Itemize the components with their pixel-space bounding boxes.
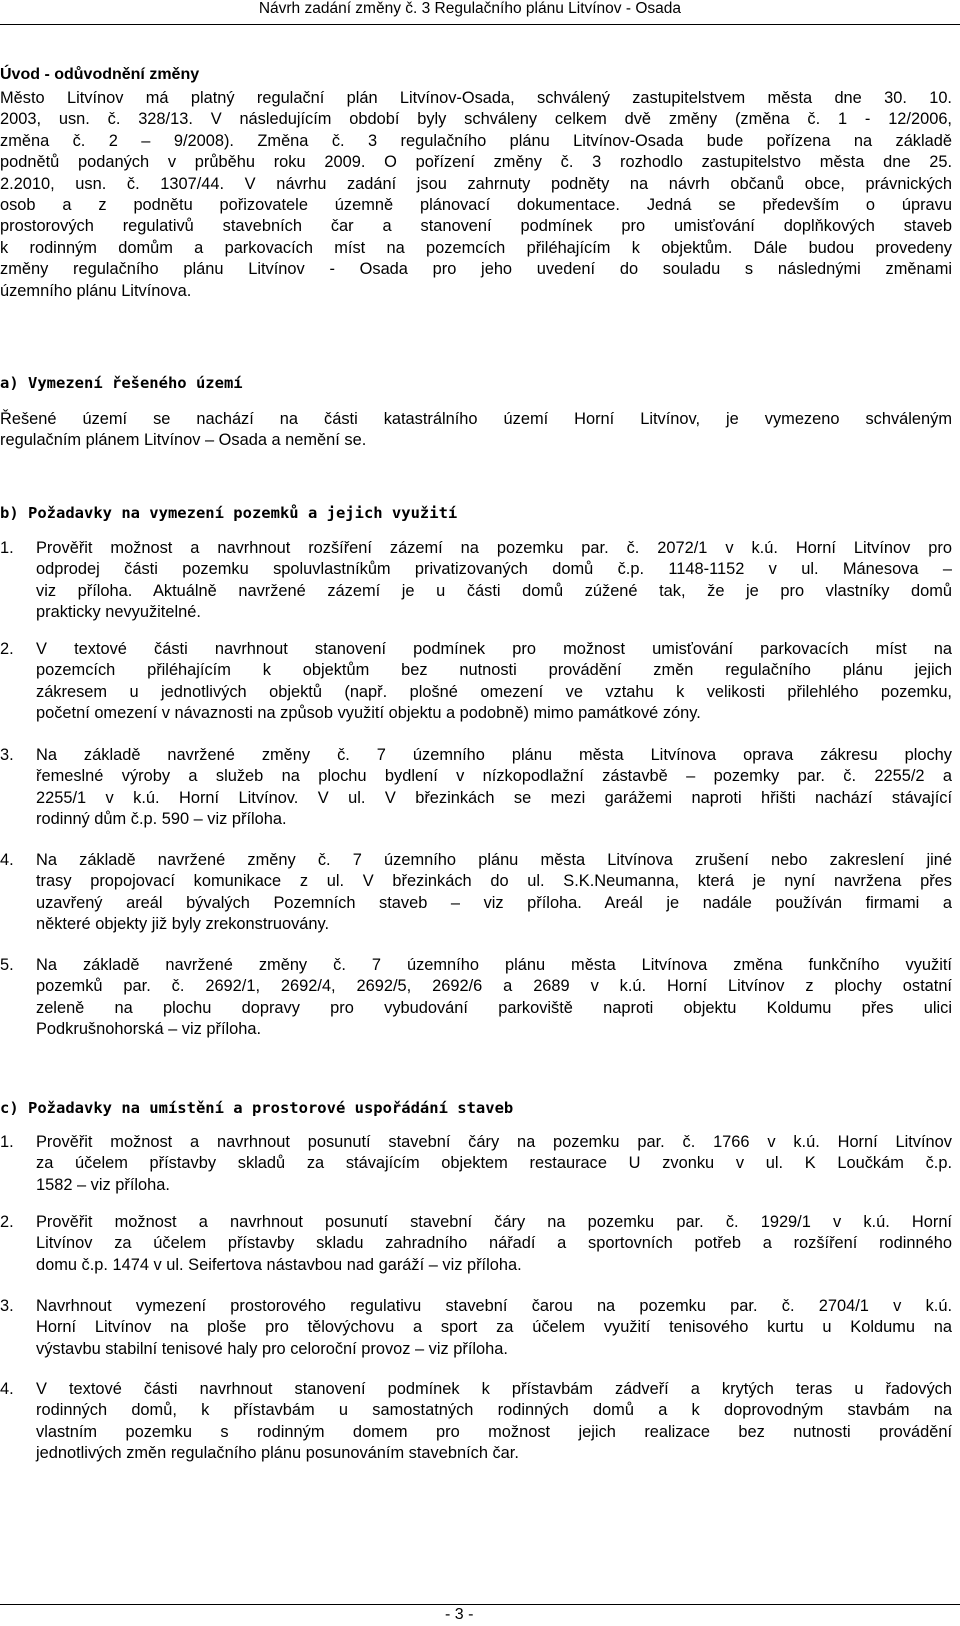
section-a-heading: a) Vymezení řešeného území bbox=[0, 374, 243, 392]
list-item-line: Horní Litvínov na ploše pro tělovýchovu a sport za účelem využití tenisového kurtu u Koldumu na bbox=[36, 1318, 952, 1337]
paragraph-line: Řešené území se nachází na části katastrálního území Horní Litvínov, je vymezeno schváleným bbox=[0, 410, 952, 428]
list-item-line: pozemcích přiléhajícím k objektům bez nutnosti provádění změn regulačního plánu jejich bbox=[36, 661, 952, 680]
paragraph-line: změny regulačního plánu Litvínov - Osada pro jeho uvedení do souladu s následnými změnami bbox=[0, 260, 952, 279]
list-item-line: Navrhnout vymezení prostorového regulativu stavební čarou na pozemku par. č. 2704/1 v k.ú. bbox=[36, 1297, 952, 1315]
list-item-line: vlastním pozemku s rodinným domem pro možnost jejich realizace bez nutnosti provádění bbox=[36, 1422, 952, 1441]
list-item-line: odprodej části pozemku spoluvlastníkům privatizovaných domů č.p. 1148-1152 v ul. Mánesova – bbox=[36, 560, 952, 579]
list-item-line: početní omezení v návaznosti na způsob využití objektu a podobně) mimo památkové zóny. bbox=[36, 704, 701, 723]
intro-paragraph bbox=[0, 88, 952, 302]
paragraph-line: 2003, usn. č. 328/13. V následujícím období byly schváleny celkem dvě změny (změna č. 1 - 12/2006, bbox=[0, 110, 952, 129]
list-number: 5. bbox=[0, 956, 14, 974]
list-item-line: za účelem přístavby skladů za stávajícím objektem restaurace U zvonku v ul. K Loučkám č.p. bbox=[36, 1154, 952, 1173]
list-item-line: Prověřit možnost a navrhnout posunutí stavební čáry na pozemku par. č. 1766 v k.ú. Horní Litvínov bbox=[36, 1133, 952, 1151]
list-number: 2. bbox=[0, 1213, 14, 1231]
list-item-line: řemeslné výroby a služeb na plochu bydlení v nízkopodlažní zástavbě – pozemky par. č. 2255/2 a bbox=[36, 767, 952, 786]
list-number: 4. bbox=[0, 851, 14, 869]
paragraph-line: územního plánu Litvínova. bbox=[0, 281, 192, 300]
list-item-line: Na základě navržené změny č. 7 územního plánu města Litvínova zrušení nebo zakreslení jiné bbox=[36, 851, 952, 869]
list-item-line: zákresem u jednotlivých objektů (např. plošné omezení ve vztahu k velikosti přilehlého pozemku, bbox=[36, 682, 952, 701]
footer-divider bbox=[0, 1604, 960, 1605]
list-item-line: pozemků par. č. 2692/1, 2692/4, 2692/5, 2692/6 a 2689 v k.ú. Horní Litvínov z plochy ostatní bbox=[36, 977, 952, 996]
list-number: 3. bbox=[0, 1297, 14, 1315]
list-item-line: 2255/1 v k.ú. Horní Litvínov. V ul. V březinkách se mezi garážemi naproti hřišti nachází stávající bbox=[36, 788, 952, 807]
section-b-heading: b) Požadavky na vymezení pozemků a jejich využití bbox=[0, 504, 458, 522]
list-item-line: rodinných domů, k přístavbám u samostatných rodinných domů a k doprovodným stavbám na bbox=[36, 1401, 952, 1420]
list-item-line: Prověřit možnost a navrhnout rozšíření zázemí na pozemku par. č. 2072/1 v k.ú. Horní Litvínov pro bbox=[36, 539, 952, 557]
list-item-line: V textové části navrhnout stanovení podmínek k přístavbám zádveří a krytých teras u řadových bbox=[36, 1380, 952, 1398]
paragraph-line: Město Litvínov má platný regulační plán Litvínov-Osada, schválený zastupitelstvem města dne 30. 10. bbox=[0, 89, 952, 107]
intro-heading: Úvod - odůvodnění změny bbox=[0, 66, 200, 83]
page-number: - 3 - bbox=[445, 1606, 474, 1623]
section-a-paragraph bbox=[0, 409, 952, 452]
header-divider bbox=[0, 24, 960, 25]
list-item-line: zeleně na plochu dopravy pro vybudování parkoviště naproti objektu Koldumu přes ulici bbox=[36, 998, 952, 1017]
list-item-line: jednotlivých změn regulačního plánu posunováním stavebních čar. bbox=[36, 1444, 519, 1463]
list-item-line: uzavřený areál bývalých Pozemních staveb – viz příloha. Areál je nadále používán firmami a bbox=[36, 893, 952, 912]
list-item-line: některé objekty již byly zrekonstruovány. bbox=[36, 915, 330, 934]
list-item-line: domu č.p. 1474 v ul. Seifertova nástavbou nad garáží – viz příloha. bbox=[36, 1255, 522, 1274]
list-item-line: Prověřit možnost a navrhnout posunutí stavební čáry na pozemku par. č. 1929/1 v k.ú. Horní bbox=[36, 1213, 952, 1231]
list-item-line: Na základě navržené změny č. 7 územního plánu města Litvínova změna funkčního využití bbox=[36, 956, 952, 974]
list-item-line: V textové části navrhnout stanovení podmínek pro možnost umisťování parkovacích míst na bbox=[36, 640, 952, 658]
list-item-line: trasy propojovací komunikace z ul. V březinkách do ul. S.K.Neumanna, která je nyní navržena přes bbox=[36, 872, 952, 891]
list-item-line: výstavbu stabilní tenisové haly pro celoroční provoz – viz příloha. bbox=[36, 1339, 508, 1358]
paragraph-line: změna č. 2 – 9/2008). Změna č. 3 regulačního plánu Litvínov-Osada bude pořízena na základě bbox=[0, 131, 952, 150]
list-item-line: Na základě navržené změny č. 7 územního plánu města Litvínova oprava zákresu plochy bbox=[36, 746, 952, 764]
list-item-line: prakticky nevyužitelné. bbox=[36, 603, 201, 622]
list-item-line: viz příloha. Aktuálně navržené zázemí je u části domů zúžené tak, že je pro vlastníky domů bbox=[36, 581, 952, 600]
list-item-line: rodinný dům č.p. 590 – viz příloha. bbox=[36, 810, 287, 829]
paragraph-line: k rodinným domům a parkovacích míst na pozemcích přiléhajícím k objektům. Dále budou provedeny bbox=[0, 238, 952, 257]
list-number: 1. bbox=[0, 539, 14, 557]
document-header-title: Návrh zadání změny č. 3 Regulačního plánu Litvínov - Osada bbox=[258, 0, 681, 17]
paragraph-line: prostorových regulativů stavebních čar a stanovení podmínek pro umisťování doplňkových staveb bbox=[0, 217, 952, 236]
list-number: 1. bbox=[0, 1133, 14, 1151]
paragraph-line: podnětů podaných v průběhu roku 2009. O pořízení změny č. 3 rozhodlo zastupitelstvo města dne 25. bbox=[0, 153, 952, 172]
section-c-heading: c) Požadavky na umístění a prostorové uspořádání staveb bbox=[0, 1099, 514, 1117]
list-item-line: Podkrušnohorská – viz příloha. bbox=[36, 1020, 262, 1039]
paragraph-line: regulačním plánem Litvínov – Osada a nemění se. bbox=[0, 431, 367, 450]
list-item-line: 1582 – viz příloha. bbox=[36, 1175, 170, 1194]
list-number: 4. bbox=[0, 1380, 14, 1398]
list-number: 2. bbox=[0, 640, 14, 658]
list-number: 3. bbox=[0, 746, 14, 764]
paragraph-line: 2.2010, usn. č. 1307/44. V návrhu zadání jsou zahrnuty podněty na návrh občanů obce, právnických bbox=[0, 174, 952, 193]
paragraph-line: osob a z podnětu pořizovatele územně plánovací dokumentace. Jedná se především o úpravu bbox=[0, 196, 952, 215]
list-item-line: Litvínov za účelem přístavby skladu zahradního nářadí a sportovních potřeb a rozšíření rodinného bbox=[36, 1234, 952, 1253]
